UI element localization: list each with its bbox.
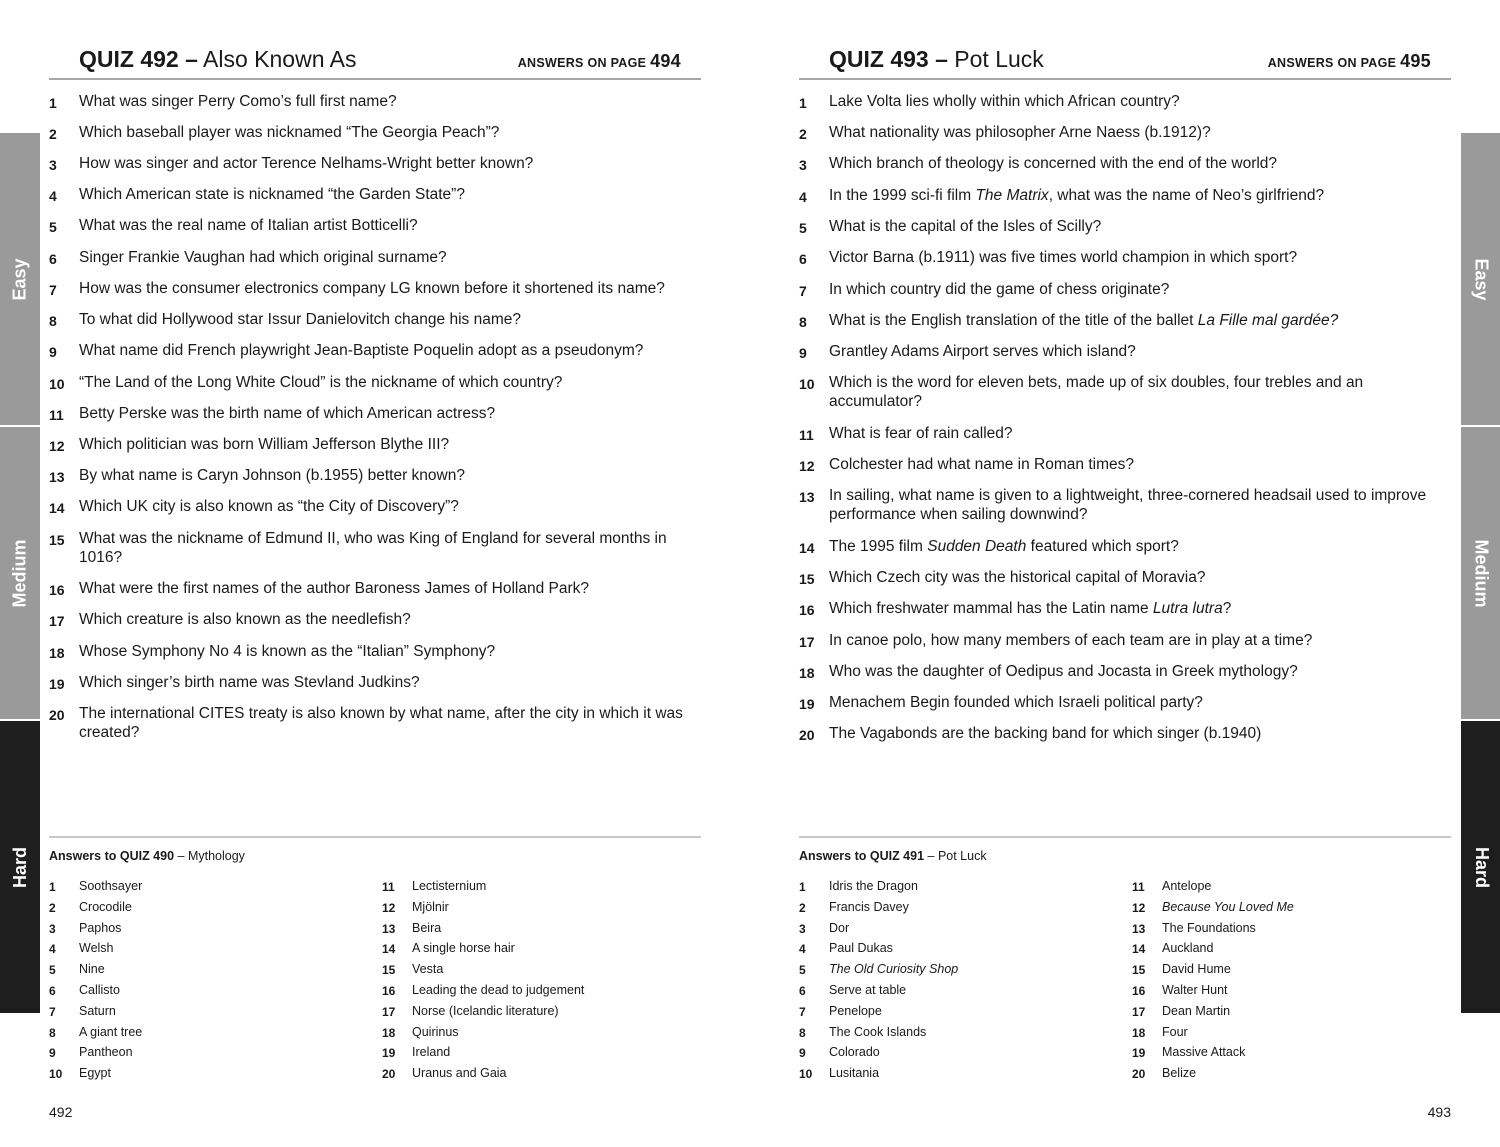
question-number: 10 <box>49 376 65 392</box>
question-text: What was singer Perry Como’s full first name? <box>79 93 397 110</box>
answer-number: 18 <box>382 1025 396 1040</box>
answer-number: 16 <box>382 984 396 998</box>
answer-number: 6 <box>49 984 56 998</box>
answer-number: 14 <box>382 942 396 957</box>
question-number: 13 <box>49 469 65 485</box>
question-number: 4 <box>49 188 57 204</box>
answer-text: Nine <box>79 962 105 977</box>
tab-label-easy: Easy <box>1471 257 1492 301</box>
quiz-number: QUIZ 493 <box>829 46 929 72</box>
tab-label-medium: Medium <box>1471 538 1492 608</box>
answer-number: 19 <box>382 1046 396 1061</box>
answers-heading-quiz: Answers to QUIZ 491 <box>799 849 925 863</box>
question-text: Which American state is nicknamed “the Garden State”? <box>79 186 465 203</box>
answer-number: 8 <box>799 1025 806 1040</box>
question-text: Which creature is also known as the needlefish? <box>79 611 411 628</box>
answer-text: The Old Curiosity Shop <box>829 962 959 977</box>
question-text: Menachem Begin founded which Israeli political party? <box>829 694 1203 711</box>
answer-text: Walter Hunt <box>1162 983 1228 997</box>
answer-text: Mjölnir <box>412 899 449 914</box>
question-text: What was the real name of Italian artist Botticelli? <box>79 217 418 234</box>
question-number: 12 <box>49 438 65 454</box>
difficulty-tab-hard <box>1461 721 1500 1013</box>
question-text-part: Which freshwater mammal has the Latin name <box>829 600 1149 617</box>
answers-on-page <box>1268 51 1431 72</box>
answer-number: 12 <box>382 900 396 915</box>
answers-on-label: ANSWERS ON PAGE <box>1267 56 1397 70</box>
answer-number: 15 <box>1132 963 1146 978</box>
question-number: 20 <box>799 727 815 743</box>
quiz-header <box>49 38 701 80</box>
answer-number: 20 <box>1132 1067 1146 1082</box>
answer-number: 2 <box>799 900 806 915</box>
tab-label-easy: Easy <box>9 257 30 301</box>
question-text-part: , what was the name of Neo’s girlfriend? <box>1048 187 1325 204</box>
question-text: In sailing, what name is given to a lightweight, three-cornered headsail used to improve performance when sailing downwind? <box>829 487 1427 523</box>
question-text: Which is the word for eleven bets, made up of six doubles, four trebles and an accumulator? <box>829 374 1364 410</box>
answers-heading <box>799 849 987 863</box>
title-dash: – <box>935 46 948 72</box>
answer-text: Because You Loved Me <box>1162 899 1294 914</box>
question-text-italic: Sudden Death <box>927 538 1027 555</box>
answer-text: Callisto <box>79 983 120 997</box>
question-number: 8 <box>799 314 807 330</box>
question-text: Which Czech city was the historical capital of Moravia? <box>829 569 1206 586</box>
question-number: 19 <box>799 696 815 712</box>
answer-text: Colorado <box>829 1045 880 1060</box>
answer-text: Vesta <box>412 962 444 977</box>
section-divider <box>49 836 701 838</box>
difficulty-tab-easy <box>1461 133 1500 425</box>
answer-text: Massive Attack <box>1162 1045 1246 1060</box>
answer-number: 3 <box>49 921 56 936</box>
question-text: What nationality was philosopher Arne Naess (b.1912)? <box>829 124 1211 141</box>
question-number: 8 <box>49 313 57 329</box>
question-text-italic: The Matrix <box>975 187 1049 204</box>
answer-text: Belize <box>1162 1066 1197 1081</box>
answers-page-number: 494 <box>650 51 681 71</box>
quiz-title <box>79 46 356 73</box>
answers-heading-quiz: Answers to QUIZ 490 <box>49 849 175 863</box>
question-number: 20 <box>49 707 65 723</box>
question-text: To what did Hollywood star Issur Danielovitch change his name? <box>79 311 521 328</box>
answer-text: Crocodile <box>79 899 132 914</box>
answer-number: 3 <box>799 921 806 936</box>
question-text: Victor Barna (b.1911) was five times world champion in which sport? <box>829 249 1298 266</box>
question-number: 10 <box>799 376 815 392</box>
question-text: Lake Volta lies wholly within which African country? <box>829 93 1180 110</box>
answer-text: Lectisternium <box>412 879 487 893</box>
answer-text: Four <box>1162 1024 1188 1039</box>
question-number: 17 <box>799 634 815 650</box>
answer-number: 11 <box>1132 880 1145 894</box>
answer-text: Auckland <box>1162 941 1214 956</box>
answer-text: Idris the Dragon <box>829 879 918 893</box>
question-text: What is fear of rain called? <box>829 425 1013 442</box>
answer-text: Lusitania <box>829 1066 880 1081</box>
question-number: 2 <box>49 126 57 142</box>
answer-number: 7 <box>799 1004 806 1019</box>
question-text: In canoe polo, how many members of each team are in play at a time? <box>829 632 1313 649</box>
answer-text: Egypt <box>79 1066 111 1081</box>
answer-number: 7 <box>49 1004 56 1019</box>
tab-label-hard: Hard <box>1471 846 1492 888</box>
difficulty-tab-easy <box>0 133 40 425</box>
answer-number: 18 <box>1132 1025 1146 1040</box>
question-text-part: The 1995 film <box>829 538 923 555</box>
quiz-title <box>829 46 1044 73</box>
title-dash: – <box>185 46 198 72</box>
question-text: Betty Perske was the birth name of which American actress? <box>79 405 496 422</box>
question-number: 6 <box>799 251 807 267</box>
question-number: 1 <box>49 95 57 111</box>
question-number: 16 <box>799 602 815 618</box>
answers-heading <box>49 849 245 863</box>
question-text: Whose Symphony No 4 is known as the “Italian” Symphony? <box>79 643 496 660</box>
answer-text: Francis Davey <box>829 899 909 914</box>
question-text <box>829 599 1449 618</box>
right-page <box>750 0 1500 1147</box>
answer-number: 12 <box>1132 900 1146 915</box>
answer-text: Dor <box>829 920 850 935</box>
answer-text: A giant tree <box>79 1024 143 1039</box>
answer-number: 20 <box>382 1067 396 1082</box>
question-number: 18 <box>49 645 65 661</box>
answer-number: 17 <box>382 1004 396 1019</box>
answers-page-number: 495 <box>1400 51 1431 71</box>
answer-number: 5 <box>799 963 806 978</box>
question-text: What name did French playwright Jean-Baptiste Poquelin adopt as a pseudonym? <box>79 342 644 359</box>
question-text-part: featured which sport? <box>1026 538 1179 555</box>
answer-text: Penelope <box>829 1003 882 1018</box>
answer-number: 15 <box>382 963 396 978</box>
answer-text: Paphos <box>79 920 122 935</box>
answer-number: 17 <box>1132 1004 1146 1019</box>
question-number: 9 <box>799 345 807 361</box>
answer-text: David Hume <box>1162 962 1231 977</box>
question-text: Which politician was born William Jefferson Blythe III? <box>79 436 450 453</box>
answer-text: Pantheon <box>79 1045 133 1060</box>
quiz-topic: Also Known As <box>203 46 357 72</box>
section-divider <box>799 836 1451 838</box>
answer-text: Uranus and Gaia <box>412 1066 507 1081</box>
question-text: How was singer and actor Terence Nelhams-Wright better known? <box>79 155 534 172</box>
question-text <box>829 537 1449 556</box>
question-text: Which singer’s birth name was Stevland Judkins? <box>79 674 420 691</box>
answer-text: Dean Martin <box>1162 1003 1231 1018</box>
question-number: 18 <box>799 665 815 681</box>
question-text-part: What is the English translation of the title of the ballet <box>829 312 1194 329</box>
question-number: 14 <box>799 540 815 556</box>
answer-text: Paul Dukas <box>829 941 893 956</box>
answer-text: Quirinus <box>412 1024 459 1039</box>
difficulty-tab-hard <box>0 721 40 1013</box>
question-text: Who was the daughter of Oedipus and Jocasta in Greek mythology? <box>829 663 1298 680</box>
answer-text: Ireland <box>412 1045 451 1060</box>
answer-number: 13 <box>382 921 396 936</box>
answer-number: 8 <box>49 1025 56 1040</box>
question-text: Colchester had what name in Roman times? <box>829 456 1134 473</box>
question-number: 5 <box>49 219 57 235</box>
question-text: Which baseball player was nicknamed “The Georgia Peach”? <box>79 124 500 141</box>
question-text <box>829 311 1449 330</box>
question-text: Which branch of theology is concerned with the end of the world? <box>829 155 1278 172</box>
answer-text: Welsh <box>79 941 114 956</box>
answer-number: 4 <box>49 942 56 957</box>
question-number: 13 <box>799 489 815 505</box>
question-text: Which UK city is also known as “the City of Discovery”? <box>79 498 459 515</box>
question-text: How was the consumer electronics company LG known before it shortened its name? <box>79 280 665 297</box>
answer-number: 14 <box>1132 942 1146 957</box>
answer-number: 5 <box>49 963 56 978</box>
answer-number: 10 <box>49 1067 63 1082</box>
question-number: 3 <box>799 157 807 173</box>
answers-on-page <box>518 51 681 72</box>
question-number: 6 <box>49 251 57 267</box>
answer-text: Serve at table <box>829 983 907 997</box>
question-text: “The Land of the Long White Cloud” is the nickname of which country? <box>79 374 563 391</box>
answer-number: 16 <box>1132 984 1146 998</box>
quiz-header <box>799 38 1451 80</box>
question-number: 11 <box>799 427 814 443</box>
answer-number: 9 <box>49 1046 56 1061</box>
answer-number: 1 <box>799 880 806 894</box>
question-text: What were the first names of the author Baroness James of Holland Park? <box>79 580 590 597</box>
answer-text: Soothsayer <box>79 879 143 893</box>
tab-label-medium: Medium <box>9 538 30 608</box>
question-number: 9 <box>49 344 57 360</box>
question-number: 1 <box>799 95 807 111</box>
question-number: 2 <box>799 126 807 142</box>
question-text: What is the capital of the Isles of Scilly? <box>829 218 1102 235</box>
difficulty-tab-medium <box>1461 427 1500 719</box>
answer-text: Saturn <box>79 1003 116 1018</box>
question-text-part: ? <box>1222 600 1232 617</box>
answers-heading-topic: – Pot Luck <box>924 849 987 863</box>
answer-text: The Cook Islands <box>829 1024 927 1039</box>
question-text: Singer Frankie Vaughan had which original surname? <box>79 249 447 266</box>
answer-text: Leading the dead to judgement <box>412 983 585 997</box>
answer-number: 10 <box>799 1067 813 1082</box>
question-number: 4 <box>799 189 807 205</box>
page-number: 493 <box>1427 1104 1451 1120</box>
answer-number: 9 <box>799 1046 806 1061</box>
question-number: 15 <box>799 571 815 587</box>
question-text-italic: Lutra lutra <box>1152 600 1223 617</box>
answer-number: 11 <box>382 880 395 894</box>
answer-number: 19 <box>1132 1046 1146 1061</box>
question-text-italic: La Fille mal gardée? <box>1197 312 1339 329</box>
question-text: In which country did the game of chess originate? <box>829 281 1170 298</box>
question-number: 19 <box>49 676 65 692</box>
question-text: By what name is Caryn Johnson (b.1955) better known? <box>79 467 465 484</box>
difficulty-tab-medium <box>0 427 40 719</box>
answer-text: A single horse hair <box>412 941 515 956</box>
answer-number: 1 <box>49 880 56 894</box>
answers-heading-topic: – Mythology <box>174 849 245 863</box>
question-number: 7 <box>799 283 807 299</box>
question-number: 7 <box>49 282 57 298</box>
question-number: 14 <box>49 500 65 516</box>
answer-number: 13 <box>1132 921 1146 936</box>
tab-label-hard: Hard <box>9 846 30 888</box>
answer-text: Norse (Icelandic literature) <box>412 1003 559 1018</box>
quiz-number: QUIZ 492 <box>79 46 179 72</box>
answer-number: 6 <box>799 984 806 998</box>
question-number: 5 <box>799 220 807 236</box>
question-text: Grantley Adams Airport serves which island? <box>829 343 1136 360</box>
answer-number: 4 <box>799 942 806 957</box>
question-number: 15 <box>49 532 65 548</box>
question-text-part: In the 1999 sci-fi film <box>829 187 972 204</box>
question-text: What was the nickname of Edmund II, who was King of England for several months in 1016? <box>79 530 667 566</box>
question-text: The international CITES treaty is also known by what name, after the city in which it was created? <box>79 705 683 741</box>
page-number: 492 <box>49 1104 73 1120</box>
question-number: 17 <box>49 613 65 629</box>
answers-on-label: ANSWERS ON PAGE <box>517 56 647 70</box>
question-text <box>829 186 1449 205</box>
question-number: 3 <box>49 157 57 173</box>
question-number: 11 <box>49 407 64 423</box>
answer-text: The Foundations <box>1162 920 1256 935</box>
quiz-topic: Pot Luck <box>954 46 1044 72</box>
answer-number: 2 <box>49 900 56 915</box>
answer-text: Beira <box>412 920 442 935</box>
question-number: 12 <box>799 458 815 474</box>
question-number: 16 <box>49 582 65 598</box>
question-text: The Vagabonds are the backing band for which singer (b.1940) <box>829 725 1262 742</box>
answer-text: Antelope <box>1162 879 1212 893</box>
